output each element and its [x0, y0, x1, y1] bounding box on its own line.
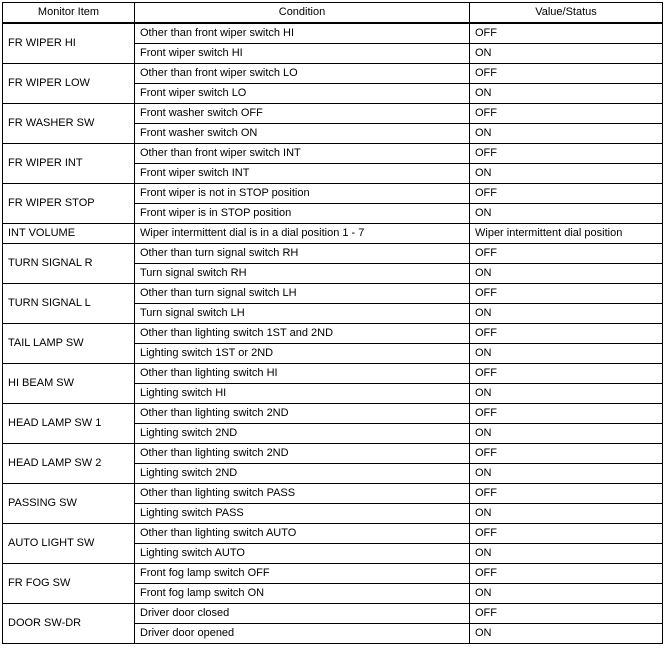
- condition-cell: Wiper intermittent dial is in a dial position 1 - 7: [135, 224, 470, 244]
- condition-cell: Other than turn signal switch LH: [135, 284, 470, 304]
- table-header: [3, 3, 663, 24]
- condition-cell: Driver door closed: [135, 604, 470, 624]
- monitor-item-cell: FR WIPER HI: [3, 23, 135, 64]
- table-row: [3, 324, 663, 344]
- value-status-cell: ON: [470, 464, 663, 484]
- monitor-item-cell: HEAD LAMP SW 2: [3, 444, 135, 484]
- condition-cell: Turn signal switch LH: [135, 304, 470, 324]
- value-status-cell: OFF: [470, 104, 663, 124]
- condition-cell: Front fog lamp switch OFF: [135, 564, 470, 584]
- monitor-item-cell: FR WIPER LOW: [3, 64, 135, 104]
- header-monitor-item: Monitor Item: [3, 3, 135, 24]
- condition-cell: Front wiper switch HI: [135, 44, 470, 64]
- value-status-cell: OFF: [470, 404, 663, 424]
- monitor-item-cell: AUTO LIGHT SW: [3, 524, 135, 564]
- condition-cell: Turn signal switch RH: [135, 264, 470, 284]
- table-row: [3, 23, 663, 44]
- monitor-item-cell: HEAD LAMP SW 1: [3, 404, 135, 444]
- condition-cell: Front washer switch ON: [135, 124, 470, 144]
- value-status-cell: ON: [470, 204, 663, 224]
- condition-cell: Driver door opened: [135, 624, 470, 644]
- value-status-cell: ON: [470, 504, 663, 524]
- table-row: [3, 604, 663, 624]
- condition-cell: Other than lighting switch AUTO: [135, 524, 470, 544]
- value-status-cell: OFF: [470, 144, 663, 164]
- monitor-item-cell: HI BEAM SW: [3, 364, 135, 404]
- monitor-item-cell: FR WIPER STOP: [3, 184, 135, 224]
- value-status-cell: OFF: [470, 244, 663, 264]
- monitor-item-cell: FR WASHER SW: [3, 104, 135, 144]
- condition-cell: Other than lighting switch 2ND: [135, 444, 470, 464]
- table-row: [3, 444, 663, 464]
- condition-cell: Lighting switch 2ND: [135, 424, 470, 444]
- value-status-cell: ON: [470, 304, 663, 324]
- table-row: [3, 404, 663, 424]
- table-row: [3, 104, 663, 124]
- monitor-item-cell: TURN SIGNAL L: [3, 284, 135, 324]
- table-row: [3, 64, 663, 84]
- value-status-cell: ON: [470, 384, 663, 404]
- condition-cell: Other than turn signal switch RH: [135, 244, 470, 264]
- value-status-cell: OFF: [470, 564, 663, 584]
- condition-cell: Front fog lamp switch ON: [135, 584, 470, 604]
- condition-cell: Lighting switch 1ST or 2ND: [135, 344, 470, 364]
- condition-cell: Other than lighting switch 2ND: [135, 404, 470, 424]
- table-row: [3, 184, 663, 204]
- value-status-cell: ON: [470, 544, 663, 564]
- condition-cell: Lighting switch 2ND: [135, 464, 470, 484]
- value-status-cell: ON: [470, 84, 663, 104]
- condition-cell: Front wiper switch INT: [135, 164, 470, 184]
- value-status-cell: OFF: [470, 324, 663, 344]
- monitor-item-cell: DOOR SW-DR: [3, 604, 135, 644]
- value-status-cell: OFF: [470, 23, 663, 44]
- value-status-cell: ON: [470, 584, 663, 604]
- value-status-cell: OFF: [470, 484, 663, 504]
- condition-cell: Front wiper is in STOP position: [135, 204, 470, 224]
- value-status-cell: OFF: [470, 444, 663, 464]
- condition-cell: Other than lighting switch HI: [135, 364, 470, 384]
- monitor-table: [2, 2, 663, 644]
- value-status-cell: OFF: [470, 184, 663, 204]
- header-row: [3, 3, 663, 24]
- value-status-cell: Wiper intermittent dial position: [470, 224, 663, 244]
- monitor-item-cell: INT VOLUME: [3, 224, 135, 244]
- value-status-cell: ON: [470, 44, 663, 64]
- value-status-cell: OFF: [470, 64, 663, 84]
- monitor-item-cell: PASSING SW: [3, 484, 135, 524]
- monitor-item-cell: TURN SIGNAL R: [3, 244, 135, 284]
- value-status-cell: ON: [470, 264, 663, 284]
- table-row: [3, 284, 663, 304]
- table-row: [3, 564, 663, 584]
- condition-cell: Front wiper is not in STOP position: [135, 184, 470, 204]
- condition-cell: Other than front wiper switch INT: [135, 144, 470, 164]
- value-status-cell: OFF: [470, 284, 663, 304]
- condition-cell: Other than front wiper switch HI: [135, 23, 470, 44]
- condition-cell: Other than front wiper switch LO: [135, 64, 470, 84]
- condition-cell: Other than lighting switch PASS: [135, 484, 470, 504]
- condition-cell: Front wiper switch LO: [135, 84, 470, 104]
- condition-cell: Front washer switch OFF: [135, 104, 470, 124]
- monitor-item-cell: FR FOG SW: [3, 564, 135, 604]
- table-row: [3, 244, 663, 264]
- value-status-cell: ON: [470, 164, 663, 184]
- condition-cell: Lighting switch PASS: [135, 504, 470, 524]
- value-status-cell: OFF: [470, 364, 663, 384]
- value-status-cell: ON: [470, 424, 663, 444]
- monitor-item-cell: TAIL LAMP SW: [3, 324, 135, 364]
- table-row: [3, 524, 663, 544]
- value-status-cell: ON: [470, 344, 663, 364]
- value-status-cell: OFF: [470, 524, 663, 544]
- table-row: [3, 364, 663, 384]
- table-row: [3, 224, 663, 244]
- table-row: [3, 484, 663, 504]
- monitor-item-cell: FR WIPER INT: [3, 144, 135, 184]
- condition-cell: Lighting switch AUTO: [135, 544, 470, 564]
- header-value-status: Value/Status: [470, 3, 663, 24]
- value-status-cell: ON: [470, 624, 663, 644]
- table-row: [3, 144, 663, 164]
- value-status-cell: OFF: [470, 604, 663, 624]
- table-body: [3, 23, 663, 644]
- condition-cell: Lighting switch HI: [135, 384, 470, 404]
- condition-cell: Other than lighting switch 1ST and 2ND: [135, 324, 470, 344]
- header-condition: Condition: [135, 3, 470, 24]
- value-status-cell: ON: [470, 124, 663, 144]
